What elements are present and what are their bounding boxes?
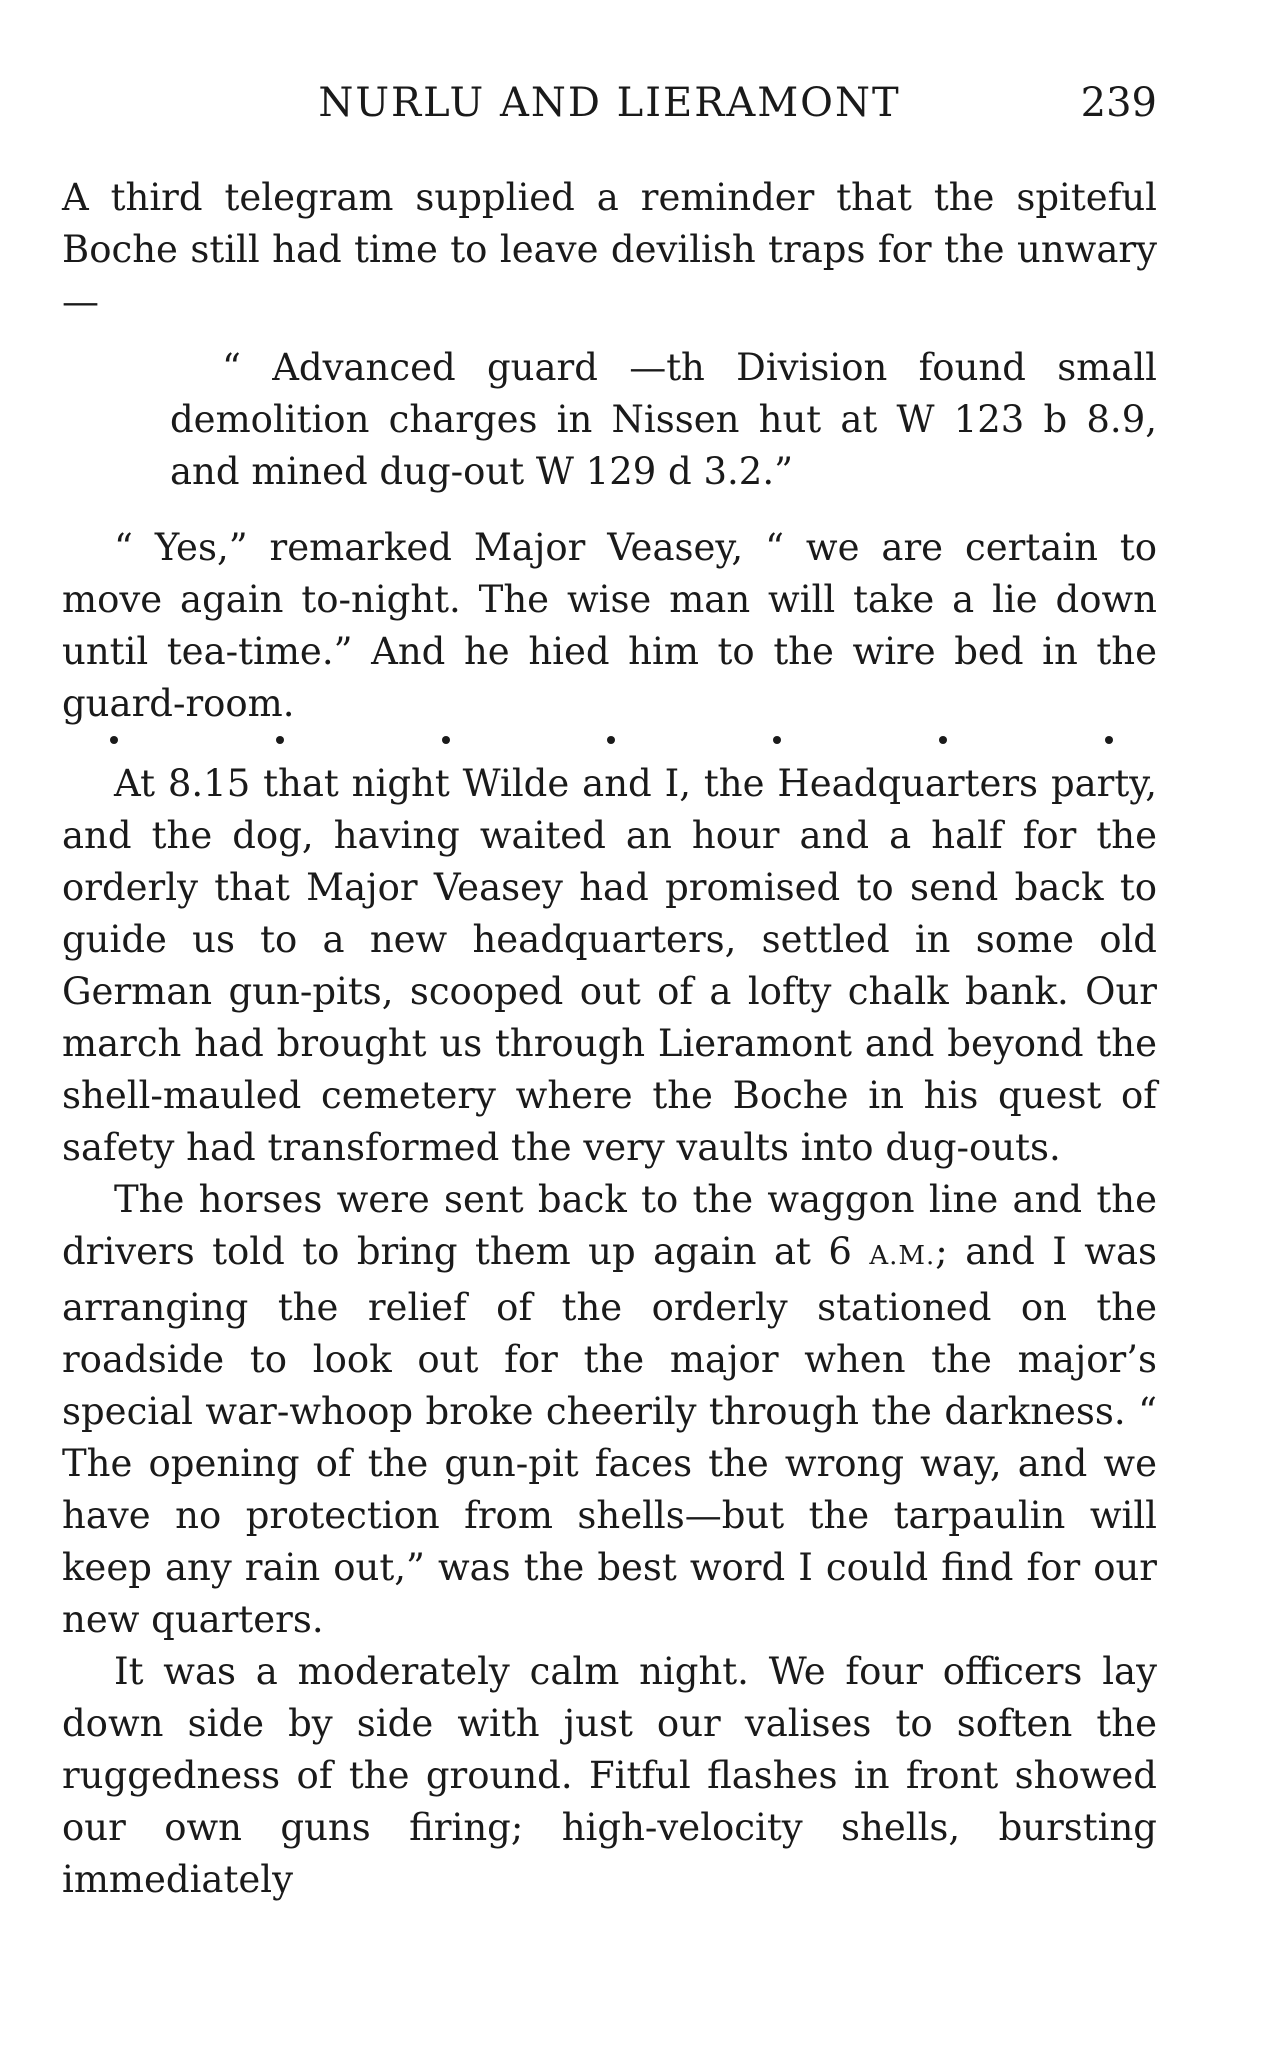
section-dot bbox=[442, 736, 450, 744]
section-dot bbox=[607, 736, 615, 744]
time-am-smallcaps: A.M. bbox=[869, 1241, 936, 1271]
book-page bbox=[62, 0, 1157, 2045]
body-text bbox=[62, 172, 1157, 1906]
paragraph-horses bbox=[62, 1174, 1157, 1646]
paragraph-calm-night: It was a moderately calm night. We four officers lay down side by side with just our valises to soften the ruggedness of the ground. Fitful flashes in front showed our own guns firing; high-velocity shells, bursting immediately bbox=[62, 1650, 1157, 1901]
section-dot bbox=[1105, 736, 1113, 744]
page-header bbox=[62, 78, 1157, 128]
paragraph-major-veasey: “ Yes,” remarked Major Veasey, “ we are certain to move again to-night. The wise man will take a lie down until tea-time.” And he hied him to the wire bed in the guard-room. bbox=[62, 526, 1157, 725]
block-quote-telegram: “ Advanced guard —th Division found small demolition charges in Nissen hut at W 123 b 8.9, and mined dug-out W 129 d 3.2.” bbox=[170, 346, 1157, 493]
section-dot bbox=[773, 736, 781, 744]
page-number: 239 bbox=[1080, 80, 1157, 126]
section-break-dots bbox=[62, 736, 1157, 744]
running-head: NURLU AND LIERAMONT bbox=[318, 80, 901, 126]
paragraph-horses-part-2: ; and I was arranging the relief of the orderly stationed on the roadside to look out for the major when the major’s special war-whoop broke cheerily through the darkness. “ The opening of the gun-pit faces the wrong way, and we have no protection from shells—but the tarpaulin will keep any rain out,” was the best word I could find for our new quarters. bbox=[62, 1230, 1158, 1641]
paragraph-gun-pits: At 8.15 that night Wilde and I, the Headquarters party, and the dog, having waited an hour and a half for the orderly that Major Veasey had promised to send back to guide us to a new headquarters, settled in some old German gun-pits, scooped out of a lofty chalk bank. Our march had brought us through Lieramont and beyond the shell-mauled cemetery where the Boche in his quest of safety had transformed the very vaults into dug-outs. bbox=[62, 762, 1157, 1169]
paragraph-telegram-intro: A third telegram supplied a reminder that the spiteful Boche still had time to leave devilish traps for the unwary— bbox=[62, 176, 1157, 323]
section-dot bbox=[276, 736, 284, 744]
paragraph-horses-part-1: The horses were sent back to the waggon line and the drivers told to bring them up again at 6 bbox=[62, 1178, 1157, 1273]
section-dot bbox=[939, 736, 947, 744]
section-dot bbox=[110, 736, 118, 744]
